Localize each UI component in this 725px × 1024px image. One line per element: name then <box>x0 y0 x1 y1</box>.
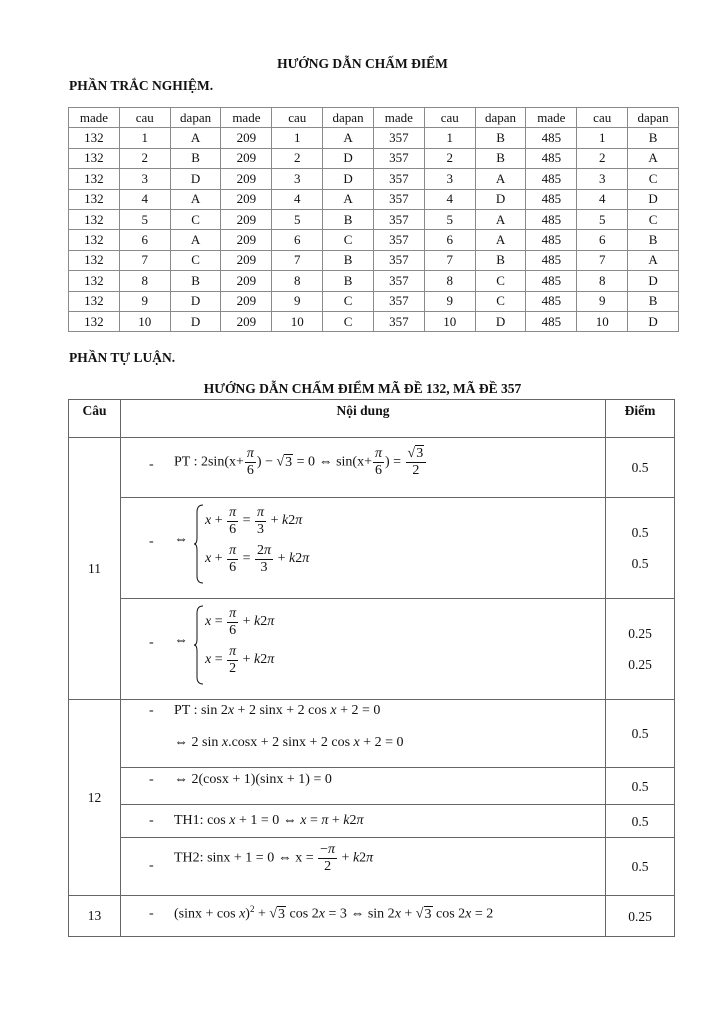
step-content <box>121 768 606 805</box>
answer-key-cell: 1 <box>424 128 475 148</box>
answer-key-cell: 209 <box>221 230 272 250</box>
step-dash: - <box>149 635 154 650</box>
answer-key-cell: 1 <box>577 128 628 148</box>
answer-key-cell: 132 <box>69 189 120 209</box>
answer-key-cell: C <box>323 311 374 331</box>
answer-key-cell: 5 <box>424 209 475 229</box>
answer-key-cell: 357 <box>373 230 424 250</box>
answer-key-cell: C <box>170 209 221 229</box>
step-score: 0.5 <box>606 438 675 498</box>
answer-key-cell: 2 <box>119 148 170 168</box>
answer-key-cell: 6 <box>424 230 475 250</box>
brace-icon <box>193 504 205 584</box>
answer-key-cell: 3 <box>577 169 628 189</box>
answer-key-cell: C <box>628 209 679 229</box>
answer-key-cell: 357 <box>373 189 424 209</box>
answer-key-cell: A <box>475 230 526 250</box>
math-equation: PT : 2sin(x+ $\frac{\pi}{6}$ ) − √3 = 0 ⇔ sin(x+ $\frac{\pi}{6}$ ) = $\frac{√3}{2}$ <box>174 446 427 479</box>
answer-key-cell: 485 <box>526 291 577 311</box>
equation-system: x + $\frac{\pi}{6}$ = $\frac{\pi}{3}$ + k 2 π x + $\frac{\pi}{6}$ = $\frac{2\pi}{3}$ + k 2 π <box>205 504 310 575</box>
answer-key-cell: 3 <box>119 169 170 189</box>
header-noi-dung: Nội dung <box>121 400 606 438</box>
answer-key-cell: B <box>475 250 526 270</box>
answer-key-cell: 3 <box>272 169 323 189</box>
answer-key-cell: C <box>628 169 679 189</box>
math-equation: TH1: cos x + 1 = 0 ⇔ x = π + k2π <box>174 813 364 828</box>
step-dash: - <box>149 858 154 873</box>
answer-key-cell: A <box>170 189 221 209</box>
answer-key-cell: 209 <box>221 189 272 209</box>
answer-key-cell: 2 <box>424 148 475 168</box>
answer-key-cell: 4 <box>119 189 170 209</box>
answer-key-cell: B <box>628 291 679 311</box>
answer-key-cell: 9 <box>119 291 170 311</box>
answer-key-header-cell: cau <box>424 108 475 128</box>
table-row <box>69 148 679 168</box>
header-cau: Câu <box>69 400 121 438</box>
answer-key-cell: 357 <box>373 128 424 148</box>
answer-key-cell: D <box>170 169 221 189</box>
answer-key-cell: 5 <box>272 209 323 229</box>
answer-key-cell: 209 <box>221 311 272 331</box>
answer-key-cell: 10 <box>424 311 475 331</box>
answer-key-cell: D <box>628 271 679 291</box>
answer-key-cell: 485 <box>526 189 577 209</box>
answer-key-cell: 4 <box>272 189 323 209</box>
step-content <box>121 438 606 498</box>
step-dash: - <box>149 906 154 921</box>
step-dash: - <box>149 457 154 472</box>
step-score: 0.5 0.5 <box>606 498 675 599</box>
answer-key-cell: A <box>475 209 526 229</box>
answer-key-cell: 209 <box>221 250 272 270</box>
answer-key-cell: D <box>170 291 221 311</box>
answer-key-cell: C <box>475 291 526 311</box>
answer-key-cell: 485 <box>526 209 577 229</box>
answer-key-cell: 10 <box>577 311 628 331</box>
answer-key-cell: D <box>323 169 374 189</box>
answer-key-header-cell: dapan <box>475 108 526 128</box>
step-content <box>121 896 606 937</box>
answer-key-cell: A <box>170 230 221 250</box>
brace-icon <box>193 605 205 685</box>
section-multiple-choice-heading: PHẦN TRẮC NGHIỆM. <box>69 78 214 93</box>
answer-key-header-cell: dapan <box>323 108 374 128</box>
answer-key-cell: 2 <box>577 148 628 168</box>
answer-key-cell: 7 <box>577 250 628 270</box>
answer-key-cell: 132 <box>69 250 120 270</box>
step-dash: - <box>149 772 154 787</box>
answer-key-cell: A <box>628 250 679 270</box>
step-score: 0.25 <box>606 896 675 937</box>
answer-key-header-cell: cau <box>272 108 323 128</box>
math-equation: ⇔ 2 sin x.cosx + 2 sinx + 2 cos x + 2 = 0 <box>174 735 404 750</box>
answer-key-cell: 209 <box>221 128 272 148</box>
answer-key-cell: 485 <box>526 230 577 250</box>
answer-key-header-cell: dapan <box>170 108 221 128</box>
answer-key-cell: 485 <box>526 169 577 189</box>
math-equation: PT : sin 2x + 2 sinx + 2 cos x + 2 = 0 <box>174 703 381 718</box>
equiv-symbol: ⇔ <box>174 532 188 547</box>
answer-key-header-row <box>69 108 679 128</box>
answer-key-cell: 485 <box>526 148 577 168</box>
answer-key-cell: B <box>323 271 374 291</box>
answer-key-cell: 5 <box>119 209 170 229</box>
answer-key-cell: 357 <box>373 311 424 331</box>
answer-key-cell: 132 <box>69 230 120 250</box>
answer-key-cell: 209 <box>221 209 272 229</box>
answer-key-cell: 8 <box>577 271 628 291</box>
answer-key-cell: C <box>323 230 374 250</box>
answer-key-cell: 6 <box>119 230 170 250</box>
answer-key-cell: 209 <box>221 169 272 189</box>
table-row <box>69 230 679 250</box>
answer-key-cell: 209 <box>221 291 272 311</box>
answer-key-cell: 4 <box>424 189 475 209</box>
step-dash: - <box>149 813 154 828</box>
answer-key-cell: B <box>323 250 374 270</box>
step-score: 0.5 <box>606 838 675 896</box>
answer-key-cell: D <box>628 189 679 209</box>
answer-key-cell: 132 <box>69 291 120 311</box>
math-equation: ⇔ 2(cosx + 1)(sinx + 1) = 0 <box>174 772 332 787</box>
answer-key-cell: B <box>323 209 374 229</box>
answer-key-cell: 485 <box>526 250 577 270</box>
step-score: 0.5 <box>606 805 675 838</box>
answer-key-header-cell: dapan <box>628 108 679 128</box>
answer-key-cell: 10 <box>272 311 323 331</box>
answer-key-cell: D <box>475 189 526 209</box>
answer-key-header-cell: made <box>373 108 424 128</box>
answer-key-cell: D <box>170 311 221 331</box>
equiv-symbol: ⇔ <box>174 633 188 648</box>
answer-key-cell: 485 <box>526 128 577 148</box>
answer-key-cell: B <box>475 148 526 168</box>
answer-key-cell: B <box>170 148 221 168</box>
answer-key-cell: 132 <box>69 209 120 229</box>
step-content <box>121 599 606 700</box>
answer-key-cell: 357 <box>373 250 424 270</box>
answer-key-cell: B <box>628 230 679 250</box>
answer-key-header-cell: made <box>69 108 120 128</box>
answer-key-cell: A <box>170 128 221 148</box>
answer-key-cell: 357 <box>373 271 424 291</box>
answer-key-cell: C <box>170 250 221 270</box>
table-row <box>69 250 679 270</box>
answer-key-cell: 7 <box>272 250 323 270</box>
answer-key-cell: 357 <box>373 291 424 311</box>
answer-key-cell: 132 <box>69 169 120 189</box>
answer-key-cell: 209 <box>221 271 272 291</box>
answer-key-cell: A <box>323 189 374 209</box>
table-row <box>69 209 679 229</box>
step-score: 0.5 <box>606 700 675 768</box>
answer-key-cell: 6 <box>577 230 628 250</box>
answer-key-cell: 5 <box>577 209 628 229</box>
answer-key-cell: 132 <box>69 271 120 291</box>
step-score: 0.25 0.25 <box>606 599 675 700</box>
step-content <box>121 700 606 768</box>
answer-key-cell: 1 <box>272 128 323 148</box>
answer-key-cell: 132 <box>69 311 120 331</box>
answer-key-cell: 3 <box>424 169 475 189</box>
answer-key-cell: 9 <box>577 291 628 311</box>
math-equation: TH2: sinx + 1 = 0 ⇔ x = $\frac{-\pi}{2}$ + k2π <box>174 842 374 874</box>
table-row <box>69 169 679 189</box>
answer-key-cell: 357 <box>373 148 424 168</box>
answer-key-header-cell: cau <box>119 108 170 128</box>
table-row <box>69 128 679 148</box>
answer-key-header-cell: made <box>526 108 577 128</box>
answer-key-cell: 7 <box>424 250 475 270</box>
answer-key-cell: B <box>170 271 221 291</box>
answer-key-cell: A <box>323 128 374 148</box>
step-dash: - <box>149 703 154 718</box>
answer-key-cell: A <box>475 169 526 189</box>
answer-key-cell: C <box>475 271 526 291</box>
equation-system: x = $\frac{\pi}{6}$ + k 2 π x = $\frac{\pi}{2}$ + k 2 π <box>205 605 275 676</box>
question-number: 13 <box>69 896 121 937</box>
step-score: 0.5 <box>606 768 675 805</box>
answer-key-header-cell: made <box>221 108 272 128</box>
answer-key-cell: 1 <box>119 128 170 148</box>
answer-key-cell: 209 <box>221 148 272 168</box>
answer-key-cell: 9 <box>272 291 323 311</box>
answer-key-cell: B <box>475 128 526 148</box>
answer-key-cell: 2 <box>272 148 323 168</box>
step-content <box>121 805 606 838</box>
answer-key-cell: 485 <box>526 271 577 291</box>
question-number: 12 <box>69 700 121 896</box>
math-equation: $(\sin x + \cos x)^2 + √3$ cos 2x = 3 ⇔ sin 2x + √3 cos 2x = 2 <box>174 904 494 922</box>
answer-key-cell: 8 <box>119 271 170 291</box>
answer-key-cell: D <box>323 148 374 168</box>
step-content <box>121 498 606 599</box>
answer-key-cell: 8 <box>424 271 475 291</box>
question-number: 11 <box>69 438 121 700</box>
answer-key-cell: D <box>628 311 679 331</box>
answer-key-cell: 132 <box>69 148 120 168</box>
section-essay-heading: PHẦN TỰ LUẬN. <box>69 350 176 365</box>
essay-grading-table <box>68 399 675 937</box>
answer-key-cell: C <box>323 291 374 311</box>
answer-key-cell: 485 <box>526 311 577 331</box>
answer-key-cell: B <box>628 128 679 148</box>
answer-key-cell: 6 <box>272 230 323 250</box>
step-dash: - <box>149 534 154 549</box>
answer-key-table <box>68 107 679 332</box>
answer-key-cell: 132 <box>69 128 120 148</box>
step-content <box>121 838 606 896</box>
table-row <box>69 291 679 311</box>
header-diem: Điểm <box>606 400 675 438</box>
table-row <box>69 189 679 209</box>
answer-key-header-cell: cau <box>577 108 628 128</box>
answer-key-cell: 9 <box>424 291 475 311</box>
answer-key-cell: 10 <box>119 311 170 331</box>
answer-key-cell: A <box>628 148 679 168</box>
answer-key-cell: 357 <box>373 209 424 229</box>
essay-grading-title: HƯỚNG DẪN CHẤM ĐIỂM MÃ ĐỀ 132, MÃ ĐỀ 357 <box>203 381 522 396</box>
document-title: HƯỚNG DẪN CHẤM ĐIỂM <box>277 56 448 71</box>
answer-key-cell: 357 <box>373 169 424 189</box>
table-row <box>69 271 679 291</box>
answer-key-cell: D <box>475 311 526 331</box>
answer-key-cell: 7 <box>119 250 170 270</box>
table-row <box>69 311 679 331</box>
answer-key-cell: 8 <box>272 271 323 291</box>
answer-key-cell: 4 <box>577 189 628 209</box>
